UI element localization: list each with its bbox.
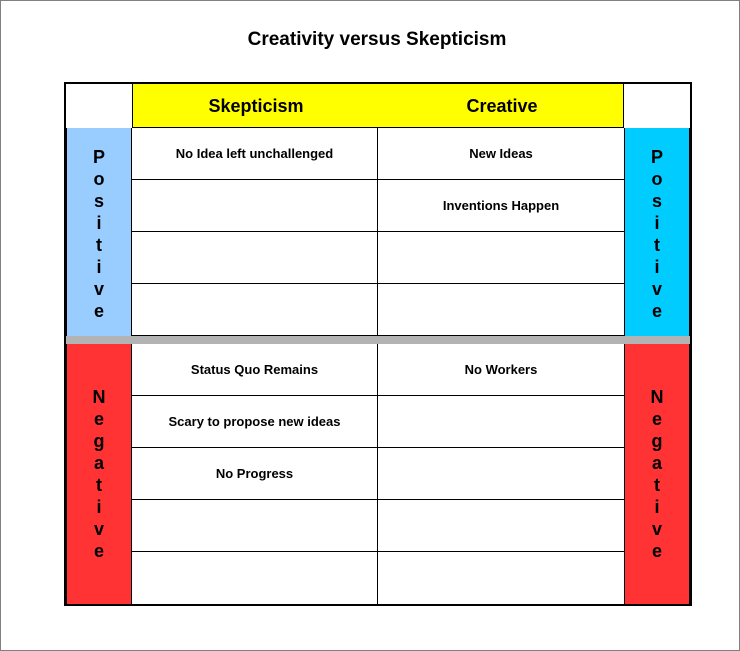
negative-label-left	[66, 344, 132, 604]
column-header-row	[132, 84, 624, 128]
positive-label-right	[624, 128, 690, 336]
positive-creative-cell	[378, 284, 624, 336]
positive-creative-cell	[378, 128, 624, 180]
page-title: Creativity versus Skepticism	[247, 29, 507, 50]
negative-skepticism-cell	[132, 552, 378, 604]
positive-creative-cell	[378, 232, 624, 284]
positive-creative-cell	[378, 180, 624, 232]
cell-text: Scary to propose new ideas	[168, 414, 341, 429]
negative-creative-cell	[378, 344, 624, 396]
cell-text: Inventions Happen	[442, 198, 560, 213]
column-header-skepticism: Skepticism	[208, 96, 304, 116]
top-left-corner	[66, 84, 132, 128]
cell-text: No Progress	[215, 466, 294, 481]
cell-text: No Workers	[464, 362, 538, 377]
positive-skepticism-cell	[132, 284, 378, 336]
negative-skepticism-cell	[132, 448, 378, 500]
negative-vertical-text-right: N e g a t i v e	[650, 387, 664, 561]
column-header-creative: Creative	[466, 96, 538, 116]
comparison-table	[64, 82, 692, 606]
negative-creative-cell	[378, 396, 624, 448]
section-separator	[66, 336, 690, 344]
cell-text: New Ideas	[469, 146, 533, 161]
negative-creative-cell	[378, 500, 624, 552]
positive-skepticism-cell	[132, 232, 378, 284]
top-right-corner	[624, 84, 690, 128]
negative-vertical-text-left: N e g a t i v e	[92, 387, 106, 561]
negative-label-right	[624, 344, 690, 604]
negative-skepticism-cell	[132, 500, 378, 552]
cell-text: No Idea left unchallenged	[175, 146, 334, 161]
positive-skepticism-cell	[132, 180, 378, 232]
positive-vertical-text-left: P o s i t i v e	[92, 147, 105, 321]
negative-creative-cell	[378, 448, 624, 500]
negative-creative-cell	[378, 552, 624, 604]
positive-vertical-text-right: P o s i t i v e	[650, 147, 663, 321]
cell-text: Status Quo Remains	[190, 362, 319, 377]
positive-label-left	[66, 128, 132, 336]
negative-skepticism-cell	[132, 396, 378, 448]
negative-skepticism-cell	[132, 344, 378, 396]
positive-skepticism-cell	[132, 128, 378, 180]
